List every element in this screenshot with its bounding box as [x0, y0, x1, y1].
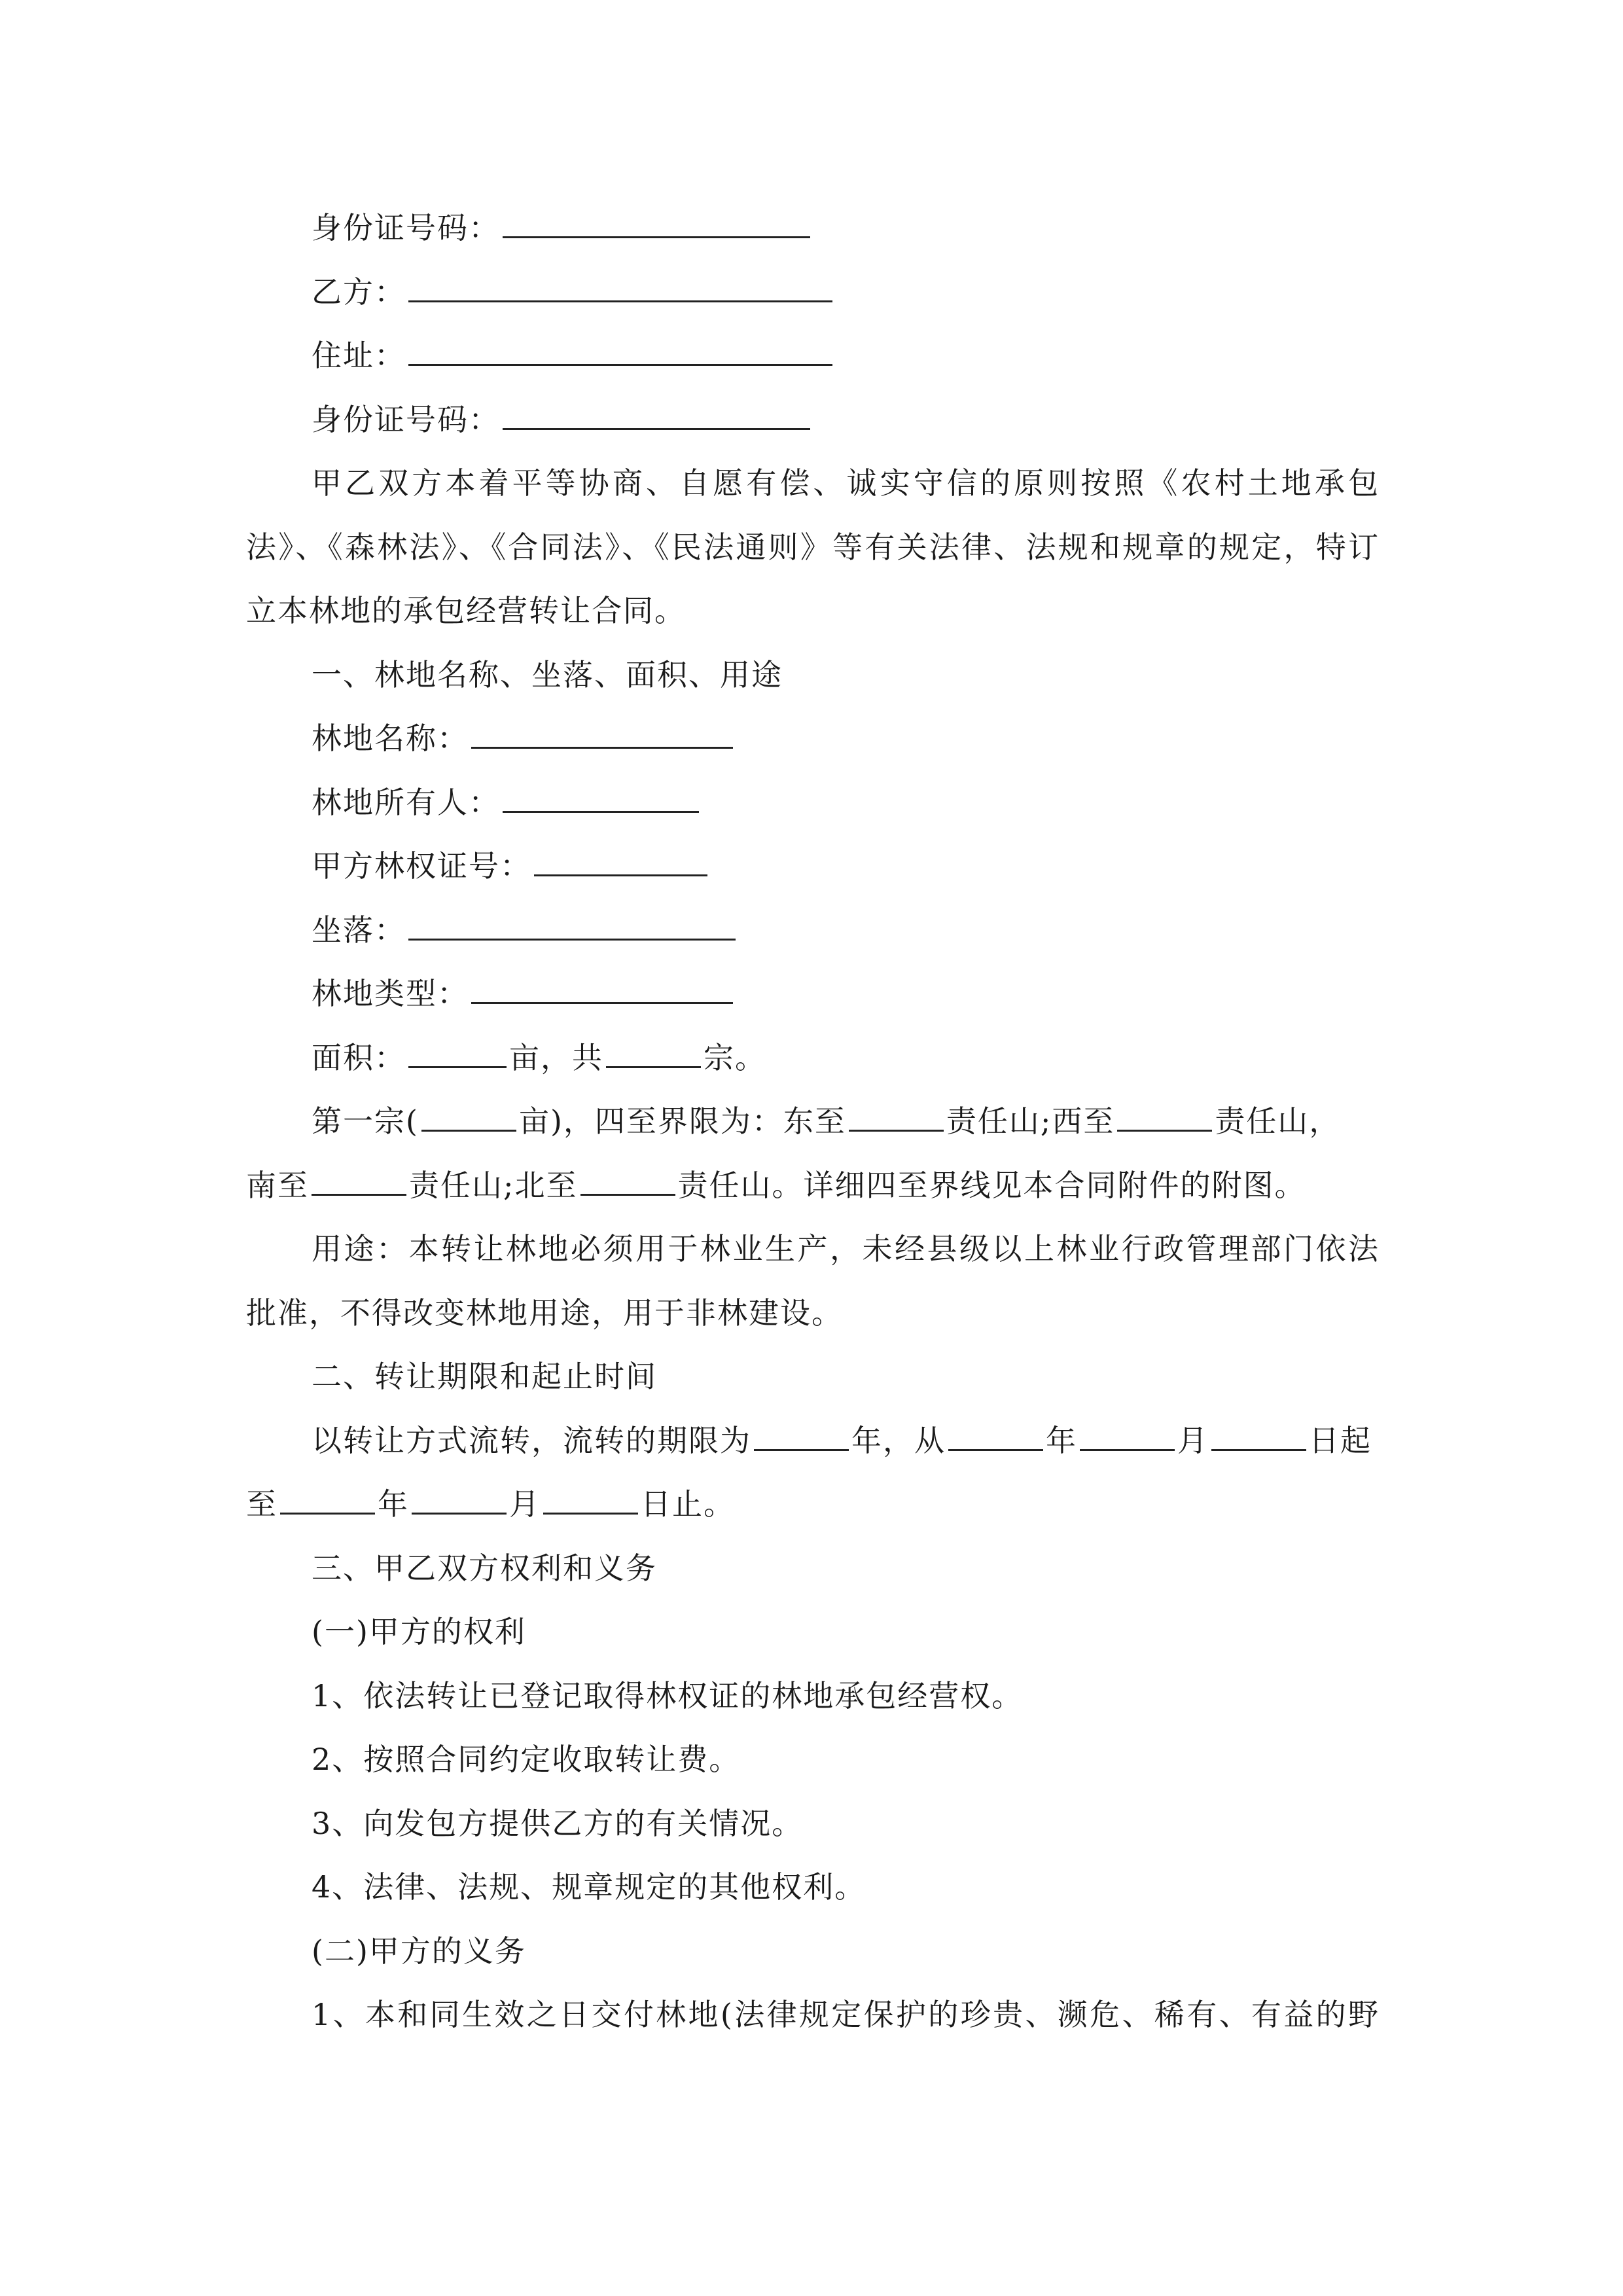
- address-field: [246, 324, 1380, 388]
- address-label: 住址：: [312, 338, 406, 373]
- cert-number-field: [246, 834, 1380, 899]
- term-years-blank: [754, 1419, 849, 1451]
- right-item-1: 1、依法转让已登记取得林权证的林地承包经营权。: [312, 1677, 1024, 1713]
- end-year-blank: [280, 1482, 375, 1515]
- north-text: 责任山。详细四至界线见本合同附件的附图。: [677, 1167, 1306, 1203]
- right-item-2: 2、按照合同约定收取转让费。: [312, 1742, 741, 1777]
- start-month-text: 月: [1177, 1422, 1209, 1458]
- section-1-heading: 一、林地名称、坐落、面积、用途: [312, 656, 783, 692]
- term-line-2: [246, 1473, 1380, 1537]
- location-blank: [408, 908, 736, 941]
- north-blank: [580, 1164, 675, 1196]
- id-number-a-field: [246, 196, 1380, 260]
- east-blank: [849, 1100, 944, 1132]
- end-month-blank: [412, 1482, 507, 1515]
- start-day-blank: [1211, 1419, 1306, 1451]
- id-number-a-label: 身份证号码：: [312, 210, 500, 245]
- plot-boundary-line-1: [246, 1090, 1380, 1154]
- cert-number-blank: [534, 844, 707, 876]
- end-day-blank: [543, 1482, 638, 1515]
- use-paragraph-line-2: 批准，不得改变林地用途，用于非林建设。: [246, 1295, 843, 1331]
- term-prefix: 以转让方式流转，流转的期限为: [312, 1422, 751, 1458]
- term-year-from: 年，从: [851, 1422, 946, 1458]
- area-field: [246, 1026, 1380, 1090]
- intro-paragraph-line-3: 立本林地的承包经营转让合同。: [246, 593, 686, 628]
- start-month-blank: [1080, 1419, 1175, 1451]
- right-item-4: 4、法律、法规、规章规定的其他权利。: [312, 1869, 866, 1905]
- end-year-text: 年: [378, 1486, 409, 1522]
- section-3-heading: 三、甲乙双方权利和义务: [312, 1550, 657, 1586]
- forest-name-label: 林地名称：: [312, 721, 469, 756]
- start-year-blank: [948, 1419, 1043, 1451]
- term-to: 至: [246, 1486, 277, 1522]
- south-label: 南至: [246, 1167, 309, 1203]
- id-number-b-blank: [503, 398, 810, 430]
- area-zong-text: 宗。: [704, 1039, 766, 1075]
- cert-number-label: 甲方林权证号：: [312, 848, 531, 884]
- id-number-b-label: 身份证号码：: [312, 401, 500, 437]
- south-blank: [312, 1164, 406, 1196]
- plot-mu-blank: [421, 1100, 516, 1132]
- end-day-text: 日止。: [641, 1486, 735, 1522]
- east-text: 责任山;西至: [946, 1103, 1115, 1139]
- location-field: [246, 899, 1380, 963]
- party-b-blank: [408, 270, 832, 302]
- section-2-heading: 二、转让期限和起止时间: [312, 1359, 657, 1394]
- start-year-text: 年: [1046, 1422, 1077, 1458]
- plot-prefix: 第一宗(: [312, 1103, 419, 1139]
- address-blank: [408, 334, 832, 366]
- west-blank: [1117, 1100, 1212, 1132]
- intro-paragraph-line-1: 甲乙双方本着平等协商、自愿有偿、诚实守信的原则按照《农村土地承包: [312, 465, 1380, 501]
- id-number-b-field: [246, 388, 1380, 452]
- forest-name-blank: [471, 717, 733, 749]
- forest-type-field: [246, 962, 1380, 1026]
- forest-owner-label: 林地所有人：: [312, 784, 500, 820]
- party-a-duties-heading: (二)甲方的义务: [312, 1933, 526, 1969]
- west-text: 责任山，: [1215, 1103, 1341, 1139]
- contract-body: [246, 196, 1380, 2047]
- location-label: 坐落：: [312, 912, 406, 948]
- plot-boundary-line-2: [246, 1154, 1380, 1218]
- area-count-blank: [606, 1036, 701, 1068]
- area-mu-blank: [408, 1036, 507, 1068]
- id-number-a-blank: [503, 206, 810, 238]
- plot-mu-text: 亩)，四至界限为：东至: [518, 1103, 846, 1139]
- forest-type-label: 林地类型：: [312, 976, 469, 1011]
- start-day-text: 日起: [1309, 1422, 1372, 1458]
- use-paragraph-line-1: 用途：本转让林地必须用于林业生产，未经县级以上林业行政管理部门依法: [312, 1231, 1380, 1266]
- intro-paragraph-line-2: 法》、《森林法》、《合同法》、《民法通则》等有关法律、法规和规章的规定，特订: [246, 529, 1380, 565]
- right-item-3: 3、向发包方提供乙方的有关情况。: [312, 1805, 804, 1841]
- end-month-text: 月: [509, 1486, 541, 1522]
- forest-name-field: [246, 707, 1380, 771]
- party-b-field: [246, 260, 1380, 325]
- forest-owner-field: [246, 771, 1380, 835]
- area-mu-text: 亩，共: [509, 1039, 603, 1075]
- party-a-rights-heading: (一)甲方的权利: [312, 1614, 526, 1649]
- forest-type-blank: [471, 972, 733, 1004]
- forest-owner-blank: [503, 781, 699, 813]
- south-text: 责任山;北至: [409, 1167, 578, 1203]
- duty-item-1: 1、本和同生效之日交付林地(法律规定保护的珍贵、濒危、稀有、有益的野: [312, 1997, 1380, 2032]
- area-label: 面积：: [312, 1039, 406, 1075]
- term-line-1: [246, 1409, 1380, 1473]
- party-b-label: 乙方：: [312, 274, 406, 310]
